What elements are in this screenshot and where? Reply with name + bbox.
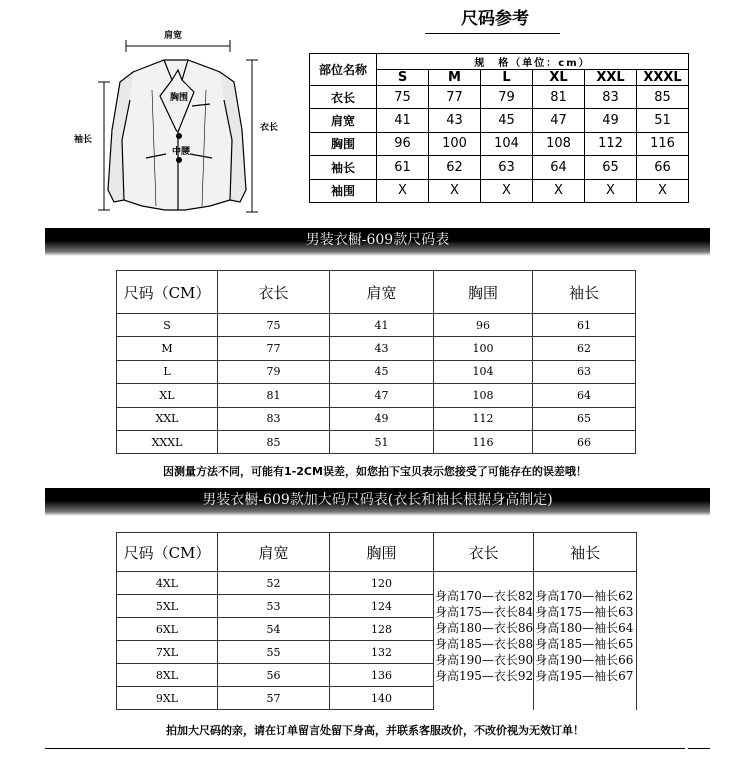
height-sleeve-line: 身高195—袖长67 — [535, 669, 634, 683]
table-cell: 83 — [218, 407, 330, 430]
table-cell: 75 — [218, 314, 330, 337]
table-cell: 45 — [330, 360, 434, 383]
table-cell: 116 — [637, 132, 689, 155]
table-cell: 124 — [330, 595, 434, 618]
spec-header: 规 格（单位：cm） — [377, 54, 689, 70]
table-cell: 55 — [218, 641, 330, 664]
column-header: 胸围 — [434, 271, 533, 314]
table-cell: 77 — [429, 86, 481, 109]
column-header: 胸围 — [330, 533, 434, 572]
table-cell: X — [429, 179, 481, 202]
label-waist: 中腰 — [172, 147, 191, 157]
table-cell: 83 — [585, 86, 637, 109]
table-cell: X — [585, 179, 637, 202]
button-icon — [176, 133, 182, 139]
reference-table — [309, 53, 689, 203]
table-cell: 140 — [330, 687, 434, 710]
height-sleeve-line: 身高170—袖长62 — [535, 589, 634, 603]
table-cell: 9XL — [117, 687, 218, 710]
table-row — [310, 156, 689, 179]
table-cell: 100 — [429, 132, 481, 155]
banner-big-size-table: 男装衣橱-609款加大码尺码表(衣长和袖长根据身高制定) — [45, 488, 710, 516]
table-cell: 64 — [533, 384, 636, 407]
table-cell: 81 — [533, 86, 585, 109]
table-cell: XXL — [117, 407, 218, 430]
table-cell: 61 — [377, 156, 429, 179]
size-table-header — [117, 271, 636, 314]
table-cell: 116 — [434, 430, 533, 453]
label-shoulder: 肩宽 — [164, 31, 183, 41]
size-table — [116, 270, 636, 454]
table-row — [117, 407, 636, 430]
table-cell: X — [533, 179, 585, 202]
table-cell: 5XL — [117, 595, 218, 618]
height-sleeve-cell — [534, 572, 637, 710]
button-icon — [176, 157, 182, 163]
height-length-line: 身高170—衣长82 — [435, 589, 534, 603]
column-header: 肩宽 — [330, 271, 434, 314]
table-cell: 104 — [481, 132, 533, 155]
label-chest: 胸围 — [170, 93, 189, 103]
row-label: 衣长 — [310, 86, 377, 109]
table-cell: 62 — [429, 156, 481, 179]
jacket-diagram — [60, 20, 300, 225]
measurement-note: 因测量方法不同，可能有1-2CM误差，如您拍下宝贝表示您接受了可能存在的误差哦！ — [163, 465, 587, 478]
table-cell: X — [377, 179, 429, 202]
table-cell: 96 — [434, 314, 533, 337]
table-cell: 108 — [434, 384, 533, 407]
size-label: M — [429, 70, 481, 86]
table-cell: 66 — [533, 430, 636, 453]
table-cell: 47 — [533, 109, 585, 132]
reference-title: 尺码参考 — [461, 9, 529, 29]
table-row — [310, 86, 689, 109]
table-cell: 53 — [218, 595, 330, 618]
size-label: XXL — [585, 70, 637, 86]
table-cell: 100 — [434, 337, 533, 360]
height-sleeve-line: 身高190—袖长66 — [535, 653, 634, 667]
table-cell: 6XL — [117, 618, 218, 641]
table-cell: XXXL — [117, 430, 218, 453]
column-header: 尺码（CM） — [117, 533, 218, 572]
row-label: 胸围 — [310, 132, 377, 155]
table-cell: 136 — [330, 664, 434, 687]
table-cell: 62 — [533, 337, 636, 360]
label-sleeve: 袖长 — [74, 135, 93, 145]
table-cell: 75 — [377, 86, 429, 109]
table-cell: 132 — [330, 641, 434, 664]
big-size-table — [116, 532, 637, 710]
row-label: 袖长 — [310, 156, 377, 179]
table-cell: 77 — [218, 337, 330, 360]
table-cell: 96 — [377, 132, 429, 155]
table-cell: 85 — [218, 430, 330, 453]
table-cell: 43 — [330, 337, 434, 360]
column-header: 袖长 — [533, 271, 636, 314]
table-cell: 63 — [481, 156, 533, 179]
table-row — [117, 337, 636, 360]
table-row — [310, 179, 689, 202]
table-cell: 41 — [330, 314, 434, 337]
table-cell: X — [637, 179, 689, 202]
table-cell: 47 — [330, 384, 434, 407]
table-row — [117, 360, 636, 383]
part-name-header: 部位名称 — [310, 54, 377, 86]
table-cell: 112 — [434, 407, 533, 430]
table-cell: 52 — [218, 572, 330, 595]
table-cell: M — [117, 337, 218, 360]
table-cell: 120 — [330, 572, 434, 595]
table-cell: 51 — [637, 109, 689, 132]
height-sleeve-line: 身高180—袖长64 — [535, 621, 634, 635]
column-header: 衣长 — [218, 271, 330, 314]
table-cell: 64 — [533, 156, 585, 179]
table-cell: 104 — [434, 360, 533, 383]
table-cell: 56 — [218, 664, 330, 687]
big-table-header — [117, 533, 637, 572]
row-label: 袖围 — [310, 179, 377, 202]
table-cell: XL — [117, 384, 218, 407]
column-header: 袖长 — [534, 533, 637, 572]
table-cell: 128 — [330, 618, 434, 641]
title-underline — [425, 33, 560, 34]
table-cell: 79 — [218, 360, 330, 383]
height-length-line: 身高180—衣长86 — [435, 621, 534, 635]
table-cell: 112 — [585, 132, 637, 155]
size-label: S — [377, 70, 429, 86]
table-cell: 65 — [533, 407, 636, 430]
size-label: XL — [533, 70, 585, 86]
table-cell: 66 — [637, 156, 689, 179]
table-cell: 49 — [585, 109, 637, 132]
table-row — [117, 430, 636, 453]
table-cell: 7XL — [117, 641, 218, 664]
size-label: XXXL — [637, 70, 689, 86]
table-row — [310, 109, 689, 132]
column-header: 衣长 — [434, 533, 534, 572]
column-header: 尺码（CM） — [117, 271, 218, 314]
table-cell: S — [117, 314, 218, 337]
table-cell: 41 — [377, 109, 429, 132]
table-row — [117, 314, 636, 337]
big-size-note: 拍加大尺码的亲，请在订单留言处留下身高，并联系客服改价，不改价视为无效订单！ — [166, 724, 584, 737]
table-cell: X — [481, 179, 533, 202]
table-cell: 43 — [429, 109, 481, 132]
table-cell: 85 — [637, 86, 689, 109]
column-header: 肩宽 — [218, 533, 330, 572]
height-length-line: 身高185—衣长88 — [435, 637, 534, 651]
table-cell: 108 — [533, 132, 585, 155]
height-length-line: 身高195—衣长92 — [435, 669, 534, 683]
table-cell: 63 — [533, 360, 636, 383]
table-cell: L — [117, 360, 218, 383]
table-cell: 61 — [533, 314, 636, 337]
table-cell: 54 — [218, 618, 330, 641]
table-cell: 4XL — [117, 572, 218, 595]
table-row — [117, 384, 636, 407]
table-cell: 57 — [218, 687, 330, 710]
label-length: 衣长 — [260, 123, 279, 133]
table-row — [117, 572, 637, 595]
row-label: 肩宽 — [310, 109, 377, 132]
banner-size-table: 男装衣橱-609款尺码表 — [45, 228, 710, 256]
size-label: L — [481, 70, 533, 86]
height-sleeve-line: 身高175—袖长63 — [535, 605, 634, 619]
table-cell: 8XL — [117, 664, 218, 687]
table-cell: 81 — [218, 384, 330, 407]
height-length-line: 身高190—衣长90 — [435, 653, 534, 667]
divider — [688, 748, 710, 749]
divider — [45, 748, 685, 749]
table-cell: 79 — [481, 86, 533, 109]
height-length-line: 身高175—衣长84 — [435, 605, 534, 619]
height-length-cell — [434, 572, 534, 710]
table-row — [310, 132, 689, 155]
table-cell: 49 — [330, 407, 434, 430]
table-cell: 45 — [481, 109, 533, 132]
table-cell: 65 — [585, 156, 637, 179]
table-cell: 51 — [330, 430, 434, 453]
height-sleeve-line: 身高185—袖长65 — [535, 637, 634, 651]
